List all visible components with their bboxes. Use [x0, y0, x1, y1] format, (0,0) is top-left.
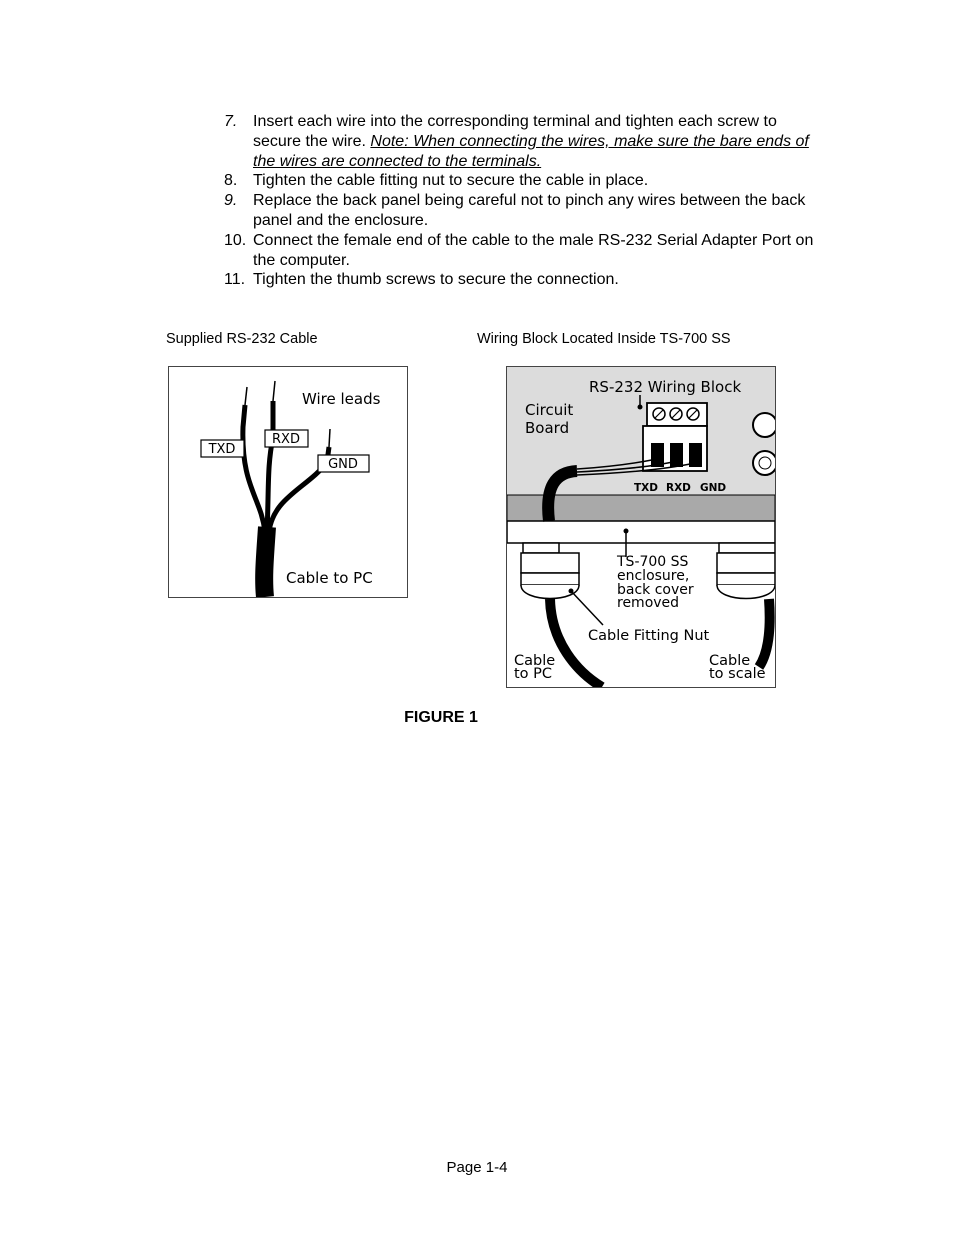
cable-to-pc-label: Cable to PC	[286, 569, 373, 587]
step-number: 8.	[224, 172, 238, 190]
step-number: 11.	[224, 271, 246, 289]
instruction-steps	[224, 112, 824, 290]
fitting-cap-right	[717, 585, 775, 599]
txd-bare-end	[245, 387, 247, 405]
step-number: 10.	[224, 231, 247, 249]
left-figure-caption: Supplied RS-232 Cable	[166, 331, 318, 347]
step-text: Tighten the thumb screws to secure the connection.	[253, 271, 619, 289]
fitting-body	[521, 553, 579, 573]
page-number: Page 1-4	[446, 1159, 508, 1176]
enclosure-label-3: back cover	[617, 582, 694, 598]
block-txd-label: TXD	[634, 482, 658, 494]
cable-illustration	[168, 366, 408, 598]
right-figure-caption: Wiring Block Located Inside TS-700 SS	[477, 331, 731, 347]
step-number: 7.	[224, 113, 238, 130]
block-gnd-label: GND	[700, 482, 727, 494]
step-text: Insert each wire into the corresponding terminal and tighten each screw to secure the wire.	[253, 113, 777, 150]
step-10	[224, 231, 824, 271]
circuit-label: Circuit	[525, 401, 574, 419]
step-9	[224, 191, 824, 231]
block-rxd-label: RXD	[666, 482, 691, 494]
step-text: Replace the back panel being careful not to pinch any wires between the back panel and the enclosure.	[253, 192, 806, 229]
board-label: Board	[525, 419, 570, 437]
wiring-block-illustration	[506, 366, 776, 688]
step-note: Note: When connecting the wires, make sure the bare ends of the wires are connected to the terminals.	[253, 132, 809, 170]
enclosure-label-4: removed	[617, 595, 680, 611]
fitting-nut-right	[717, 573, 775, 585]
side-hole-inner	[759, 457, 771, 469]
rxd-bare-end	[273, 381, 275, 401]
cable-pc-label-2: to PC	[514, 666, 553, 682]
cable-to-scale	[759, 599, 770, 667]
wire-leads-label: Wire leads	[302, 390, 381, 408]
enclosure-lip	[507, 521, 775, 543]
step-number: 9.	[224, 192, 238, 210]
wiring-block-drawing	[507, 367, 775, 687]
leader-dot	[638, 405, 643, 410]
fitting-nut	[521, 573, 579, 585]
fitting-nut-leader	[571, 591, 603, 625]
txd-wire	[243, 405, 265, 532]
fitting-nut-label: Cable Fitting Nut	[588, 628, 710, 644]
rxd-label: RXD	[272, 432, 300, 447]
cable-jacket	[264, 527, 267, 597]
gnd-bare-end	[329, 429, 330, 447]
cable-scale-label-1: Cable	[709, 653, 751, 669]
step-text: Tighten the cable fitting nut to secure the cable in place.	[253, 172, 649, 190]
side-hole	[753, 413, 775, 437]
enclosure-label-2: enclosure,	[617, 568, 690, 584]
terminal-slot-rxd	[670, 443, 683, 467]
step-8	[224, 171, 824, 191]
wiring-block-label: RS-232 Wiring Block	[589, 378, 742, 396]
txd-label: TXD	[208, 442, 236, 457]
figure-label: FIGURE 1	[404, 709, 478, 726]
cable-scale-label-2: to scale	[709, 666, 766, 682]
cable-drawing	[169, 367, 407, 597]
rxd-wire	[267, 401, 273, 532]
step-11	[224, 270, 824, 290]
fitting-top	[523, 543, 559, 553]
fitting-body-right	[717, 553, 775, 573]
enclosure-label-1: TS-700 SS	[617, 554, 689, 570]
step-text: Connect the female end of the cable to the male RS-232 Serial Adapter Port on the computer.	[253, 231, 814, 269]
cable-pc-label-1: Cable	[514, 653, 556, 669]
fitting-top-right	[719, 543, 775, 553]
gnd-label: GND	[328, 457, 358, 472]
step-7	[224, 112, 824, 171]
